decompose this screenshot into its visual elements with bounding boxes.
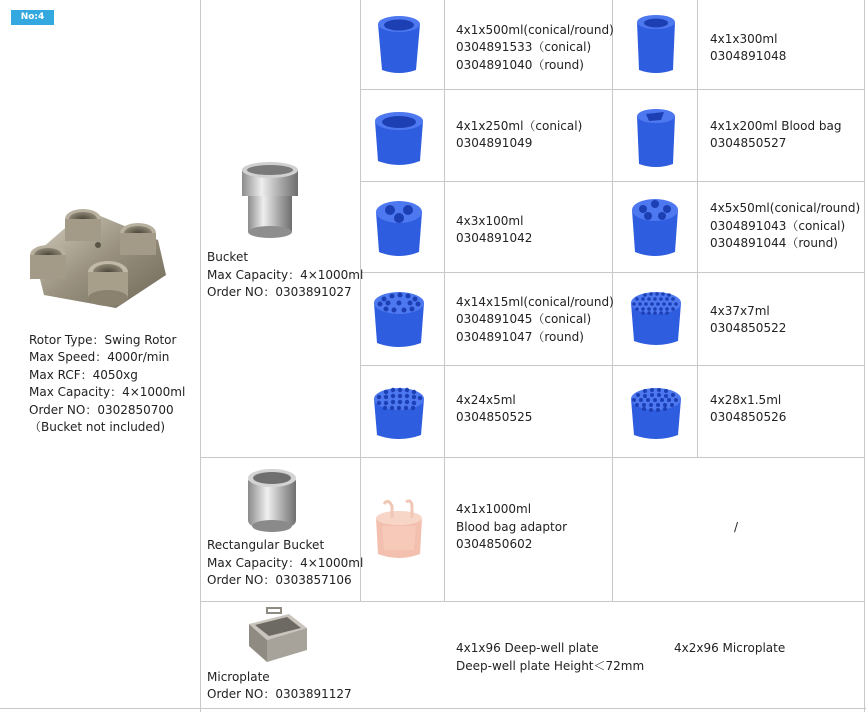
adapter-24-hole-icon [370,385,428,443]
rect-bucket-order-no: Order NO：0303857106 [207,573,352,587]
adapter-1-hole-wide-icon [372,109,426,169]
row-divider [864,0,865,712]
deep-well-plate-label: 4x1x96 Deep-well plate [456,641,599,655]
model-number-badge: No:4 [11,10,54,25]
adapter-5-hole-icon [628,196,682,260]
row-divider [0,708,866,709]
bucket-order-no: Order NO：0303891027 [207,285,352,299]
adapter-order-no: 0304850522 [710,321,787,335]
row-divider [201,457,865,458]
adapter-order-no: 0304891040（round) [456,58,584,72]
blood-bag-adaptor-capacity: 4x1x1000ml [456,502,532,516]
blood-bag-adaptor-label: Blood bag adaptor [456,520,568,534]
bucket-image [238,160,302,240]
row-divider [361,365,865,366]
adapter-order-no: 0304891043（conical) [710,219,846,233]
row-divider [201,601,865,602]
row-divider [444,0,445,601]
adapter-1-hole-icon [374,14,424,76]
adapter-label: 4x14x15ml(conical/round) [456,295,614,309]
adapter-37-hole-icon [627,289,685,349]
rectangular-bucket-image [242,466,302,536]
rect-bucket-label: Rectangular Bucket [207,538,325,552]
rotor-max-rcf: Max RCF：4050xg [29,368,138,382]
row-divider [360,0,361,601]
row-divider [200,0,201,712]
row-divider [361,181,865,182]
microplate-adapter-label: 4x2x96 Microplate [674,641,786,655]
adapter-label: 4x1x200ml Blood bag [710,119,842,133]
blood-bag-adaptor-image [370,496,428,562]
rotor-max-speed: Max Speed：4000r/min [29,350,170,364]
rotor-type: Rotor Type：Swing Rotor [29,333,177,347]
rotor-order-no: Order NO：0302850700 [29,403,174,417]
adapter-order-no: 0304850525 [456,410,533,424]
adapter-label: 4x28x1.5ml [710,393,782,407]
bucket-label: Bucket [207,250,249,264]
adapter-order-no: 0304891048 [710,49,787,63]
adapter-14-hole-icon [370,289,428,351]
adapter-label: 4x3x100ml [456,214,524,228]
rotor-max-capacity: Max Capacity：4×1000ml [29,385,186,399]
adapter-label: 4x37x7ml [710,304,770,318]
adapter-1-hole-tall-icon [631,12,681,76]
adapter-order-no: 0304891049 [456,136,533,150]
rect-bucket-max-capacity: Max Capacity：4×1000ml [207,556,364,570]
adapter-order-no: 0304891044（round) [710,236,838,250]
adapter-order-no: 0304891045（conical) [456,312,592,326]
adapter-label: 4x24x5ml [456,393,516,407]
row-divider [697,0,698,457]
swing-rotor-image [26,200,174,318]
row-divider [361,89,865,90]
row-divider [361,272,865,273]
microplate-order-no: Order NO：0303891127 [207,687,352,701]
adapter-order-no: 0304891533（conical) [456,40,592,54]
adapter-label: 4x1x300ml [710,32,778,46]
adapter-order-no: 0304891047（round) [456,330,584,344]
microplate-label: Microplate [207,670,270,684]
adapter-28-hole-icon [627,385,685,443]
empty-cell-slash: / [733,520,739,534]
adapter-3-hole-icon [372,198,426,260]
adapter-blood-bag-icon [631,106,681,170]
adapter-label: 4x1x500ml(conical/round) [456,23,614,37]
microplate-carrier-image [245,606,309,664]
rotor-bucket-note: （Bucket not included) [29,420,166,434]
adapter-label: 4x5x50ml(conical/round) [710,201,861,215]
adapter-label: 4x1x250ml（conical) [456,119,583,133]
adapter-order-no: 0304850527 [710,136,787,150]
deep-well-height-note: Deep-well plate Height＜72mm [456,659,645,673]
blood-bag-adaptor-order-no: 0304850602 [456,537,533,551]
adapter-order-no: 0304850526 [710,410,787,424]
adapter-order-no: 0304891042 [456,231,533,245]
bucket-max-capacity: Max Capacity：4×1000ml [207,268,364,282]
